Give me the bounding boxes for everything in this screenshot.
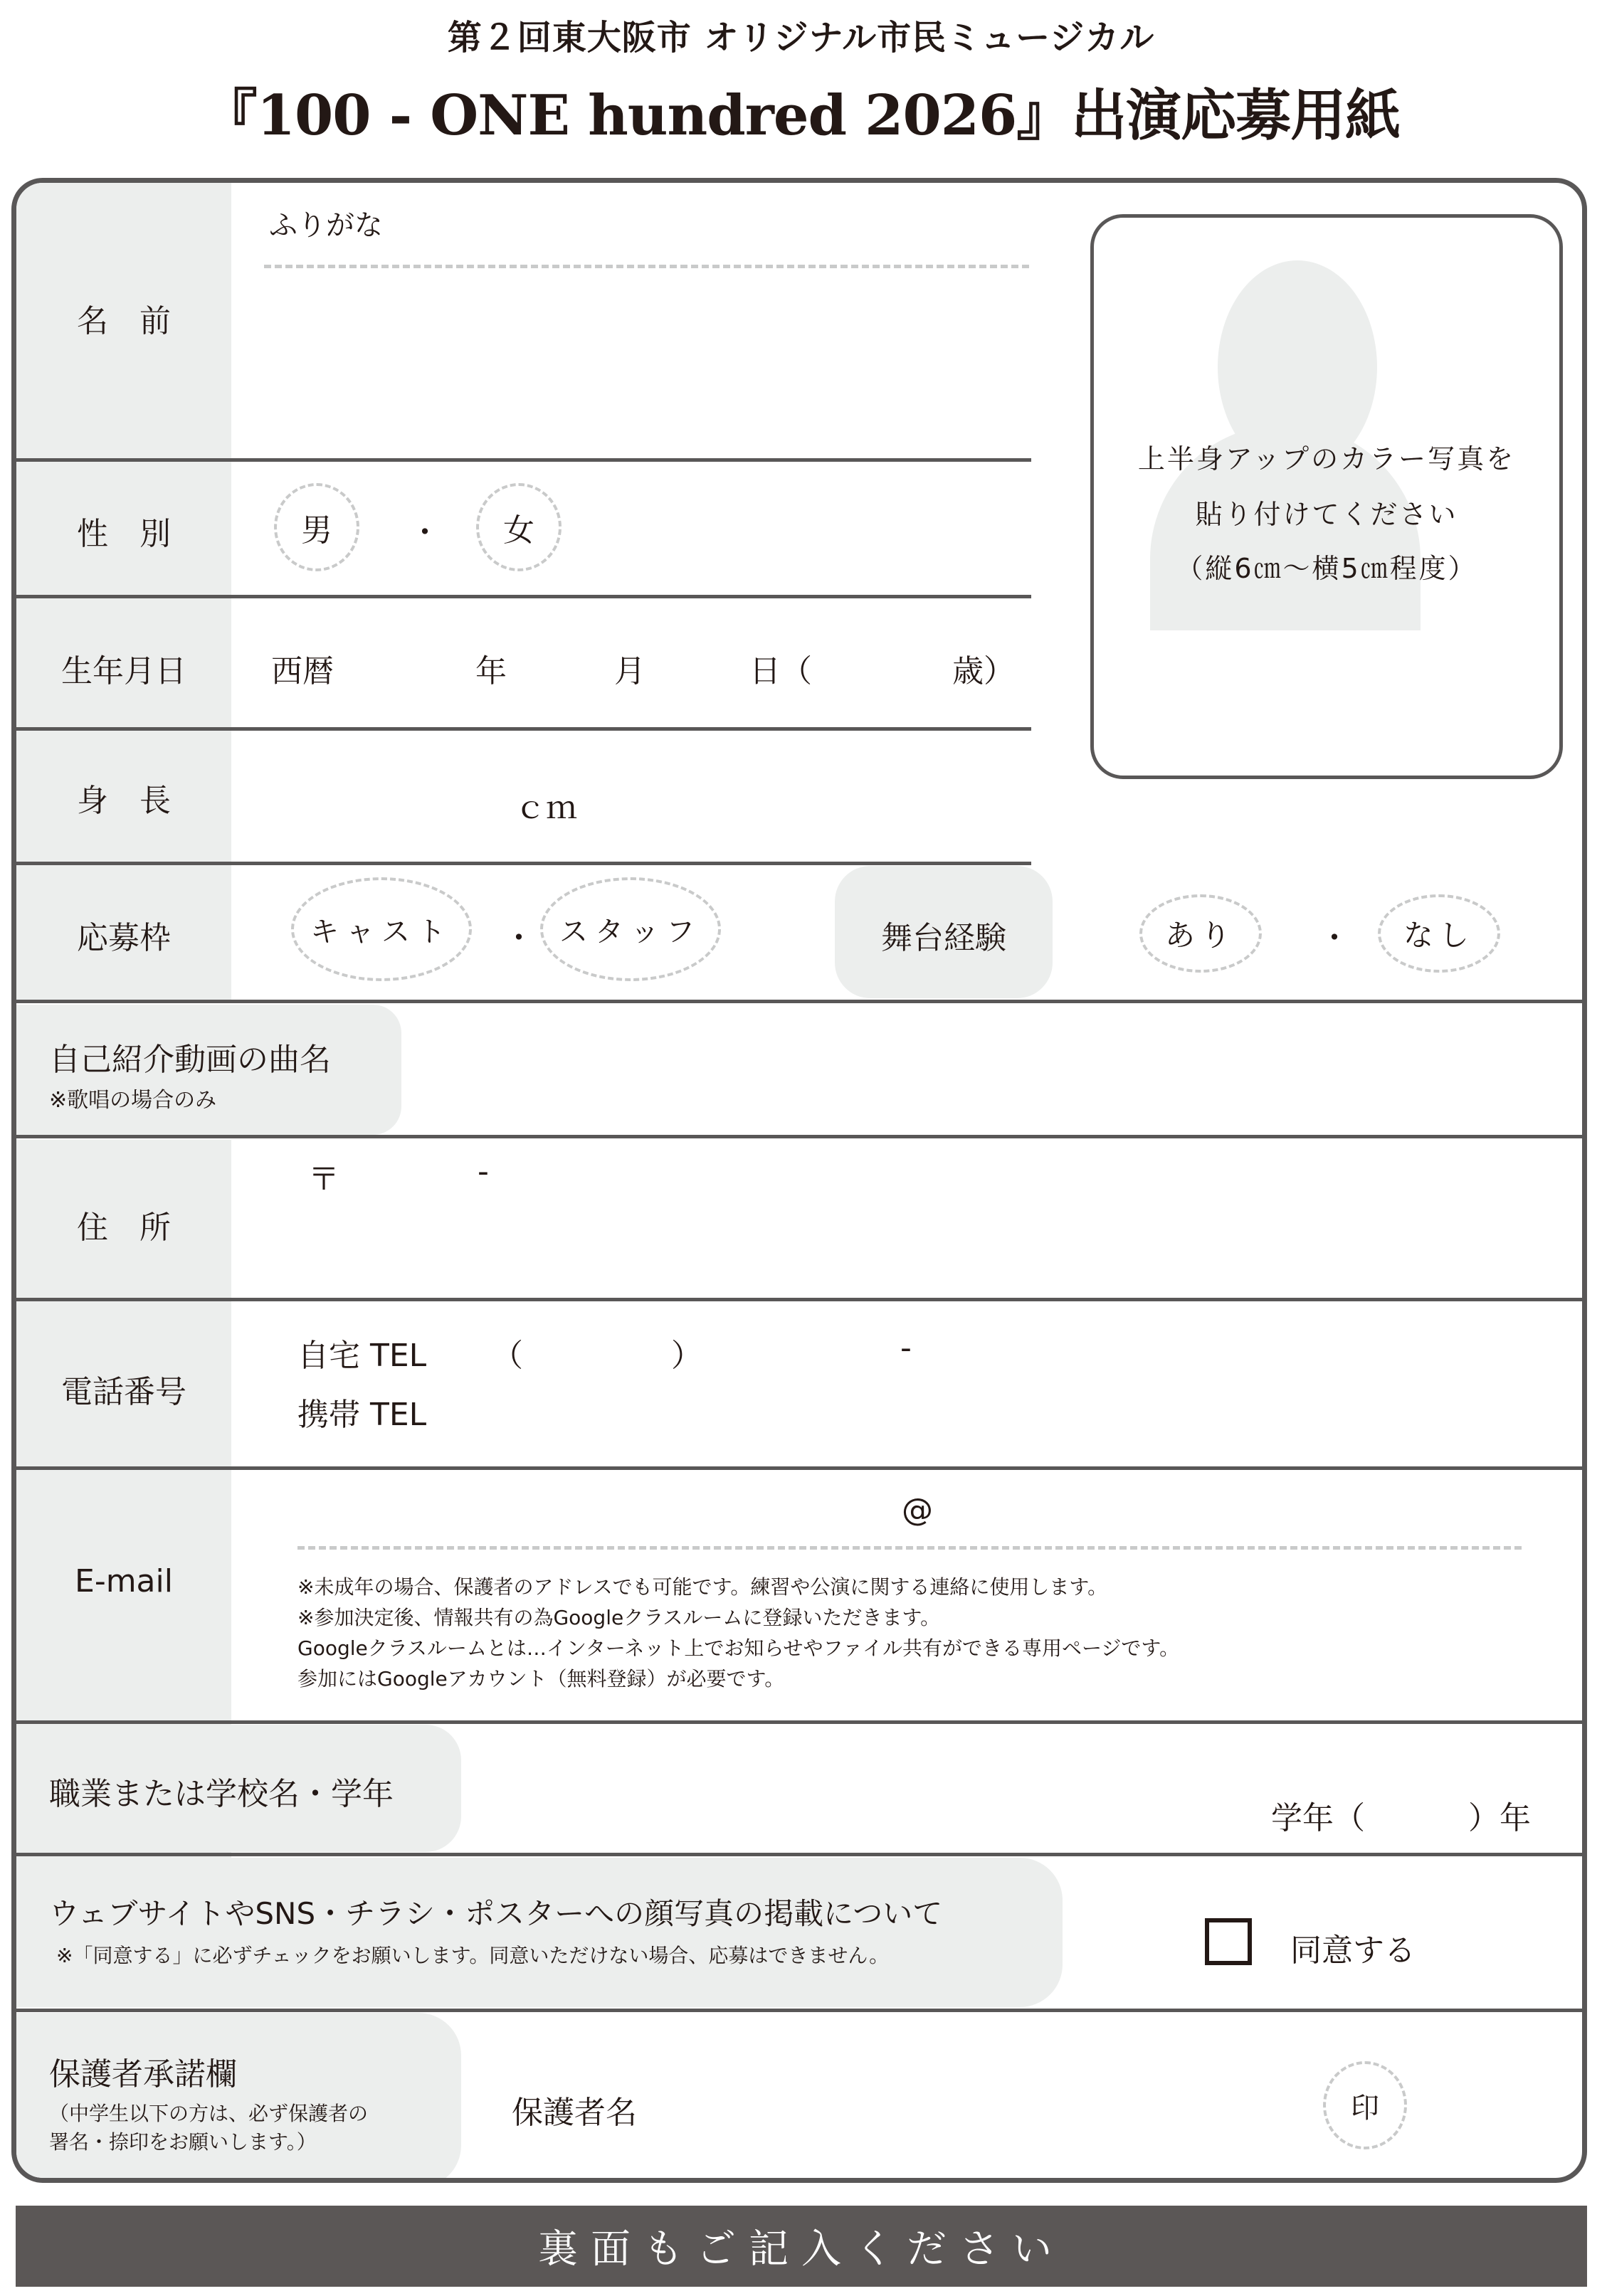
application-type-label: 応募枠: [77, 920, 171, 956]
birthdate-month-unit: 月: [614, 653, 645, 689]
occupation-input[interactable]: [472, 1730, 1255, 1848]
guardian-label: 保護者承諾欄: [49, 2056, 237, 2093]
height-unit: ｃｍ: [515, 790, 577, 826]
photo-instruction-line2: 貼り付けてください: [1195, 499, 1458, 530]
furigana-label: ふりがな: [269, 209, 383, 242]
occupation-label: 職業または学校名・学年: [49, 1776, 394, 1812]
divider: [16, 727, 1031, 731]
option-cast[interactable]: キャスト: [291, 877, 472, 981]
option-staff[interactable]: スタッフ: [540, 877, 721, 981]
home-tel-open-paren: （: [492, 1338, 523, 1374]
stage-experience-label: 舞台経験: [881, 920, 1006, 956]
gender-option-male[interactable]: 男: [274, 483, 359, 571]
age-unit: 歳）: [952, 653, 1015, 689]
stage-experience-yes[interactable]: あり: [1139, 894, 1262, 973]
guardian-name-label: 保護者名: [512, 2095, 637, 2131]
birthdate-era: 西暦: [271, 653, 334, 689]
divider: [16, 1298, 1587, 1301]
divider: [16, 2009, 1587, 2012]
gender-option-female[interactable]: 女: [476, 483, 562, 571]
birthdate-day-unit: 日（: [749, 653, 812, 689]
gender-label: 性 別: [77, 516, 171, 552]
birthdate-year-unit: 年: [475, 653, 507, 689]
email-note-1: ※未成年の場合、保護者のアドレスでも可能です。練習や公演に関する連絡に使用します。: [297, 1575, 1108, 1599]
photo-placeholder[interactable]: [1090, 214, 1563, 779]
divider: [16, 862, 1031, 865]
grade-prefix: 学年（: [1271, 1800, 1365, 1836]
email-label: E-mail: [75, 1563, 173, 1599]
divider: [16, 1466, 1587, 1470]
postal-dash: -: [478, 1153, 489, 1190]
divider: [16, 1720, 1587, 1724]
consent-label: ウェブサイトやSNS・チラシ・ポスターへの顔写真の掲載について: [49, 1896, 943, 1931]
home-tel-dash: -: [900, 1330, 912, 1366]
grade-suffix: ）年: [1468, 1800, 1531, 1836]
gender-separator: ・: [409, 514, 441, 551]
consent-checkbox[interactable]: [1205, 1918, 1252, 1965]
divider: [16, 1853, 1587, 1856]
guardian-seal[interactable]: 印: [1323, 2061, 1407, 2149]
postal-mark: 〒: [308, 1161, 339, 1197]
phone-label: 電話番号: [61, 1374, 186, 1410]
photo-instruction-line1: 上半身アップのカラー写真を: [1137, 443, 1516, 475]
back-side-notice: 裏面もご記入ください: [16, 2206, 1587, 2287]
address-input[interactable]: [244, 1143, 1582, 1293]
email-note-4: 参加にはGoogleアカウント（無料登録）が必要です。: [297, 1667, 785, 1691]
email-note-3: Googleクラスルームとは…インターネット上でお知らせやファイル共有ができる専用ページです。: [297, 1636, 1180, 1660]
stage-experience-no[interactable]: なし: [1378, 894, 1500, 973]
song-title-label: 自己紹介動画の曲名: [49, 1042, 331, 1078]
guardian-note-line2: 署名・捺印をお願いします。）: [49, 2130, 317, 2154]
divider: [16, 595, 1031, 598]
form-title: 『100 - ONE hundred 2026』出演応募用紙: [201, 83, 1401, 148]
guardian-name-input[interactable]: [657, 2033, 1297, 2161]
name-input-area[interactable]: [264, 275, 1029, 453]
address-label: 住 所: [77, 1210, 171, 1246]
divider: [16, 1135, 1587, 1138]
email-at-sign: @: [902, 1492, 933, 1528]
mobile-tel-label: 携帯 TEL: [297, 1397, 427, 1433]
photo-instruction-line3: （縦6㎝～横5㎝程度）: [1176, 553, 1477, 584]
home-tel-close-paren: ）: [671, 1338, 702, 1374]
name-label: 名 前: [77, 303, 171, 339]
event-subtitle: 第２回東大阪市 オリジナル市民ミュージカル: [447, 18, 1155, 58]
application-form: [11, 178, 1587, 2183]
email-input-line[interactable]: [297, 1546, 1522, 1550]
home-tel-label: 自宅 TEL: [297, 1338, 427, 1374]
guardian-note-line1: （中学生以下の方は、必ず保護者の: [49, 2102, 369, 2125]
consent-checkbox-label: 同意する: [1290, 1932, 1416, 1969]
divider: [16, 458, 1031, 462]
email-note-2: ※参加決定後、情報共有の為Googleクラスルームに登録いただきます。: [297, 1606, 941, 1629]
consent-note: ※「同意する」に必ずチェックをお願いします。同意いただけない場合、応募はできません。: [56, 1944, 890, 1967]
birthdate-label: 生年月日: [61, 653, 186, 689]
furigana-input-line[interactable]: [264, 265, 1029, 268]
application-type-separator: ・: [503, 920, 534, 956]
song-title-input[interactable]: [415, 1008, 1582, 1129]
song-title-note: ※歌唱の場合のみ: [49, 1088, 217, 1113]
height-label: 身 長: [77, 783, 171, 819]
divider: [16, 1000, 1587, 1003]
stage-experience-separator: ・: [1319, 920, 1350, 956]
